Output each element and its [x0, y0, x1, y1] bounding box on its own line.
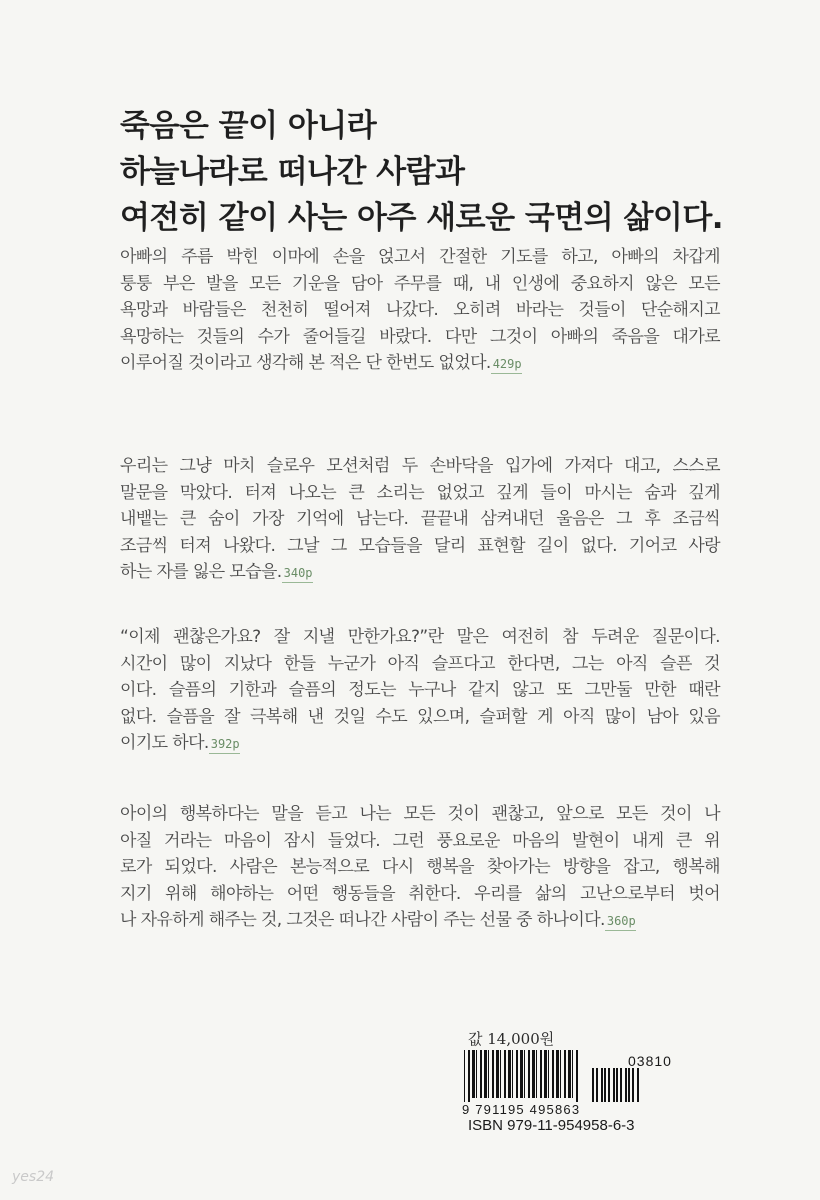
barcode-bar [564, 1050, 566, 1098]
excerpt-line: 아이의 행복하다는 말을 듣고 나는 모든 것이 괜찮고, 앞으로 모든 것이 나 [120, 804, 720, 824]
addon-bar [625, 1068, 627, 1102]
barcode-bar [512, 1050, 513, 1098]
barcode-bar [484, 1050, 487, 1098]
excerpt-line: 아빠의 주름 박힌 이마에 손을 얹고서 간절한 기도를 하고, 아빠의 차갑게 [120, 247, 720, 267]
page-reference: 429p [491, 357, 522, 374]
barcode-bar [576, 1050, 578, 1102]
excerpt-line: 없다. 슬픔을 잘 극복해 낸 것일 수도 있으며, 슬퍼할 게 아직 많이 남아 있음 [120, 706, 720, 727]
excerpt-line: 지기 위해 해야하는 어떤 행동들을 취한다. 우리를 삶의 고난으로부터 벗어 [120, 883, 720, 904]
barcode-bar [532, 1050, 535, 1098]
barcode-bar [500, 1050, 501, 1098]
barcode-bar [488, 1050, 489, 1098]
excerpt-line: 말문을 막았다. 터져 나오는 큰 소리는 없었고 깊게 들이 마시는 숨과 깊게 [120, 482, 720, 503]
barcode-bar [548, 1050, 549, 1098]
excerpt-line: 조금씩 터져 나왔다. 그날 그 모습들을 달리 표현할 길이 없다. 기어코 사랑 [120, 535, 720, 556]
barcode-bar [572, 1050, 573, 1098]
isbn-number: ISBN 979-11-954958-6-3 [468, 1117, 635, 1134]
barcode-bar [516, 1050, 518, 1098]
page-reference: 340p [282, 566, 313, 583]
barcode-bar [544, 1050, 547, 1098]
headline-line-2: 하늘나라로 떠나간 사람과 [120, 154, 465, 190]
barcode-bar [552, 1050, 554, 1098]
addon-bar [620, 1068, 622, 1102]
excerpt-line: 시간이 많이 지났다 한들 누군가 아직 슬프다고 한다면, 그는 아직 슬픈 것 [120, 653, 720, 674]
addon-bar [592, 1068, 594, 1102]
headline-line-1: 죽음은 끝이 아니라 [120, 108, 377, 144]
addon-bar [601, 1068, 603, 1102]
excerpt-line: 우리는 그냥 마치 슬로우 모션처럼 두 손바닥을 입가에 가져다 대고, 스스로 [120, 456, 720, 476]
excerpt-line: 내뱉는 큰 숨이 가장 기억에 남는다. 끝끝내 삼켜내던 울음은 그 후 조금씩 [120, 509, 720, 529]
excerpt-line: 욕망하는 것들의 수가 줄어들길 바랐다. 다만 그것이 아빠의 죽음을 대가로 [120, 326, 720, 347]
excerpt-line: 퉁퉁 부은 발을 모든 기운을 담아 주무를 때, 내 인생에 중요하지 않은 모든 [120, 273, 720, 294]
excerpt-line-last [120, 350, 720, 378]
excerpt-line-text: 나 자유하게 해주는 것, 그것은 떠나간 사람이 주는 선물 중 하나이다. [120, 910, 605, 930]
barcode-bar [520, 1050, 523, 1098]
barcode-bar [568, 1050, 571, 1098]
excerpt-line-text: 이기도 하다. [120, 733, 209, 753]
barcode-bar [464, 1050, 465, 1102]
page-reference: 360p [605, 914, 636, 931]
price-label: 값 14,000원 [468, 1030, 555, 1048]
excerpt-paragraph-2 [120, 453, 720, 587]
barcode-bar [476, 1050, 477, 1098]
excerpt-line-last [120, 907, 720, 935]
addon-bar [613, 1068, 615, 1102]
excerpt-line-text: 하는 자를 잃은 모습을. [120, 562, 282, 582]
excerpt-line-last [120, 559, 720, 587]
barcode-bar [528, 1050, 530, 1098]
barcode-bar [536, 1050, 537, 1098]
barcode-bar [492, 1050, 494, 1098]
excerpt-line: 욕망과 바람들은 천천히 떨어져 나갔다. 오히려 바라는 것들이 단순해지고 [120, 300, 720, 320]
excerpt-line-text: 이루어질 것이라고 생각해 본 적은 단 한번도 없었다. [120, 353, 491, 373]
addon-bar [628, 1068, 630, 1102]
barcode-bar [480, 1050, 482, 1098]
excerpt-line: 이다. 슬픔의 기한과 슬픔의 정도는 누구나 같지 않고 또 그만둘 만한 때란 [120, 680, 720, 700]
barcode-bar [540, 1050, 542, 1098]
barcode-bar [508, 1050, 511, 1098]
page-reference: 392p [209, 737, 240, 754]
excerpt-line-last [120, 730, 720, 758]
addon-bar [596, 1068, 598, 1102]
barcode-bar [468, 1050, 470, 1102]
addon-bar [608, 1068, 610, 1102]
headline-line-3: 여전히 같이 사는 아주 새로운 국면의 삶이다. [120, 200, 724, 236]
excerpt-line: 로가 되었다. 사람은 본능적으로 다시 행복을 찾아가는 방향을 잡고, 행복해 [120, 857, 720, 877]
watermark: yes24 [12, 1169, 55, 1185]
barcode-bar [556, 1050, 559, 1098]
barcode-bars [462, 1050, 642, 1104]
addon-bar [616, 1068, 618, 1102]
excerpt-line: “이제 괜찮은가요? 잘 지낼 만한가요?”란 말은 여전히 참 두려운 질문이다. [120, 627, 720, 647]
barcode-digits: 9 791195 495863 [462, 1102, 581, 1117]
addon-bar [604, 1068, 606, 1102]
excerpt-paragraph-4 [120, 801, 720, 935]
barcode-bar [560, 1050, 561, 1098]
barcode-addon-number: 03810 [628, 1053, 672, 1069]
addon-bar [632, 1068, 634, 1102]
excerpt-paragraph-1 [120, 244, 720, 378]
excerpt-line: 아질 거라는 마음이 잠시 들었다. 그런 풍요로운 마음의 발현이 내게 큰 위 [120, 830, 720, 851]
barcode-bar [496, 1050, 499, 1098]
barcode-bar [524, 1050, 525, 1098]
barcode-bar [504, 1050, 506, 1098]
excerpt-paragraph-3 [120, 624, 720, 758]
headline [120, 103, 723, 241]
barcode-bar [472, 1050, 475, 1098]
addon-bar [637, 1068, 639, 1102]
